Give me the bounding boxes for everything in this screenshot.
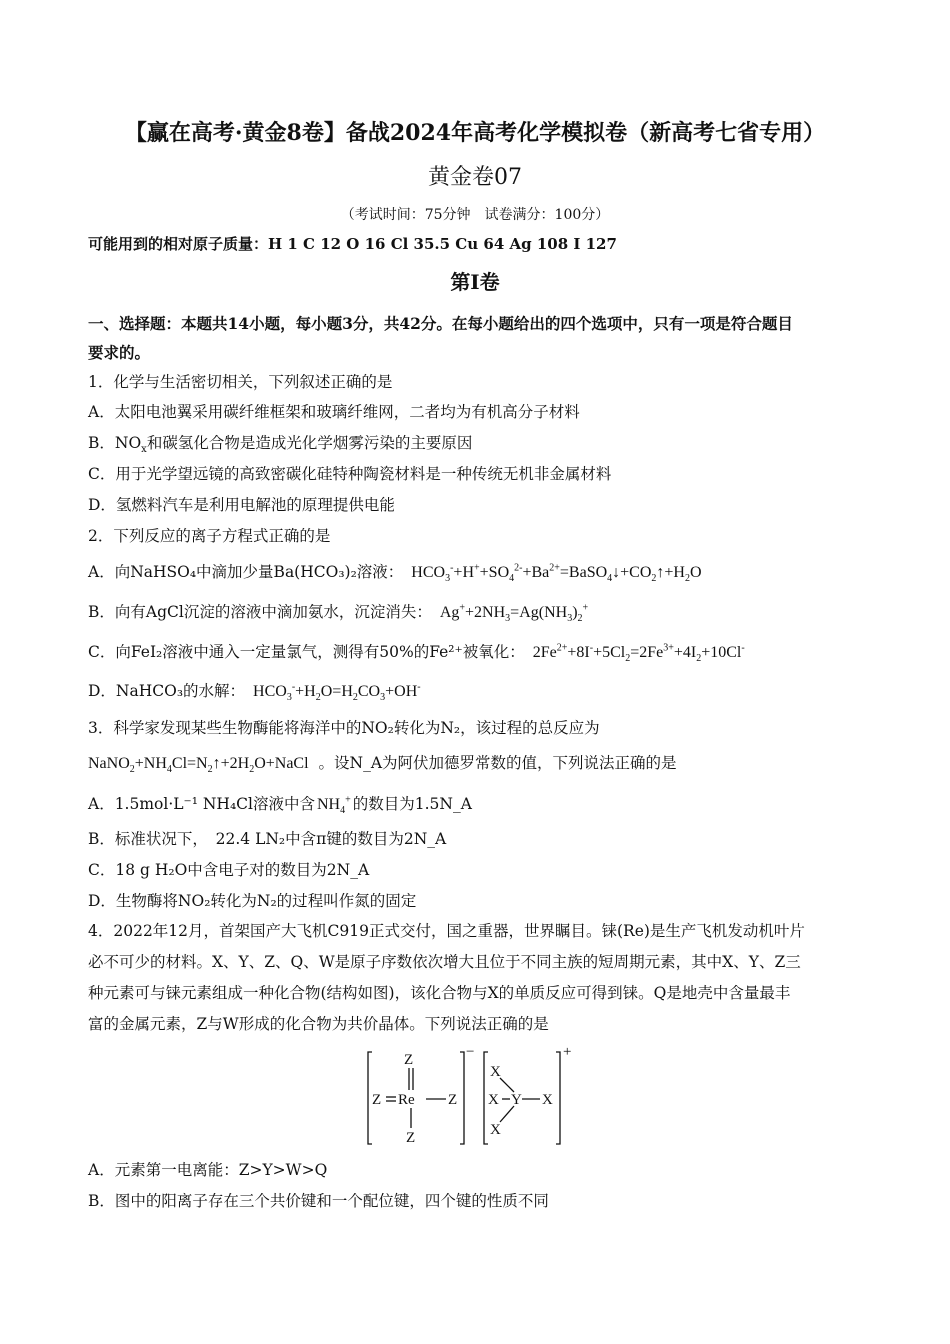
atomic-masses: 可能用到的相对原子质量：H 1 C 12 O 16 Cl 35.5 Cu 64 Ag 108 I 127 bbox=[88, 235, 617, 253]
anion-re: Re bbox=[398, 1092, 415, 1108]
q1-option-d: D．氢燃料汽车是利用电解池的原理提供电能 bbox=[88, 496, 395, 514]
q2-option-b bbox=[88, 601, 588, 624]
q4-line-2: 必不可少的材料。X、Y、Z、Q、W是原子序数依次增大且位于不同主族的短周期元素，其中X、Y、Z三 bbox=[88, 953, 801, 971]
q1-b-post: 和碳氢化合物是造成光化学烟雾污染的主要原因 bbox=[146, 434, 473, 452]
q2-option-c bbox=[88, 641, 745, 664]
q2-option-a bbox=[88, 561, 702, 584]
volume-heading: 第Ⅰ卷 bbox=[450, 270, 500, 294]
section-instruction-2: 要求的。 bbox=[88, 343, 151, 362]
cation-x-left: X bbox=[488, 1092, 499, 1108]
exam-title: 【赢在高考·黄金8卷】备战2024年高考化学模拟卷（新高考七省专用） bbox=[124, 120, 826, 146]
q2-a-equation: $HCO_3^-+H^++SO_4^{2-}+Ba^{2+}=BaSO_4↓+CO_2↑+H_2O$ bbox=[411, 562, 702, 585]
q3-stem-2 bbox=[88, 752, 677, 775]
anion-z-bottom: Z bbox=[406, 1130, 416, 1146]
q1-b-pre: B．NO bbox=[88, 434, 142, 452]
q2-b-text: B．向有AgCl沉淀的溶液中滴加氨水，沉淀消失： bbox=[88, 603, 432, 621]
q4-line-4: 富的金属元素，Z与W形成的化合物为共价晶体。下列说法正确的是 bbox=[88, 1015, 549, 1033]
q4-option-b: B．图中的阳离子存在三个共价键和一个配位键，四个键的性质不同 bbox=[88, 1192, 549, 1210]
anion-z-left: Z bbox=[372, 1092, 382, 1108]
q2-option-d bbox=[88, 680, 421, 703]
q1-option-b bbox=[88, 432, 472, 454]
q3-a-pre: A．1.5mol·L⁻¹ NH₄Cl溶液中含 bbox=[88, 795, 315, 813]
q3-a-post: 的数目为1.5N_A bbox=[352, 795, 472, 813]
q2-c-text: C．向FeI₂溶液中通入一定量氯气，测得有50%的Fe²⁺被氧化： bbox=[88, 643, 525, 661]
anion-z-right: Z bbox=[448, 1092, 458, 1108]
q2-d-equation: $HCO_3^-+H_2O=H_2CO_3+OH^-$ bbox=[253, 681, 421, 704]
compound-structure-diagram bbox=[360, 1042, 590, 1152]
cation-y: Y bbox=[511, 1092, 522, 1108]
anion-charge: − bbox=[466, 1044, 475, 1060]
cation-x-right: X bbox=[542, 1092, 553, 1108]
cation-x-bottom: X bbox=[490, 1122, 501, 1138]
exam-info: （考试时间：75分钟 试卷满分：100分） bbox=[340, 207, 610, 223]
q1-b-sub: x bbox=[141, 444, 147, 456]
section-instruction-1: 一、选择题：本题共14小题，每小题3分，共42分。在每小题给出的四个选项中，只有一项是符合题目 bbox=[88, 314, 793, 333]
q3-stem: 3．科学家发现某些生物酶能将海洋中的NO₂转化为N₂，该过程的总反应为 bbox=[88, 719, 600, 737]
q2-c-equation: $2Fe^{2+}+8I^-+5Cl_2=2Fe^{3+}+4I_2+10Cl^-$ bbox=[532, 642, 745, 665]
q2-b-equation: $Ag^++2NH_3=Ag(NH_3)_2^+$ bbox=[439, 602, 589, 625]
q3-option-a bbox=[88, 793, 472, 816]
cation-x-top: X bbox=[490, 1064, 501, 1080]
anion-z-top: Z bbox=[404, 1052, 414, 1068]
q3-option-c: C．18 g H₂O中含电子对的数目为2N_A bbox=[88, 861, 370, 879]
q2-stem: 2．下列反应的离子方程式正确的是 bbox=[88, 527, 331, 545]
q3-a-ion: $NH_4^+$ bbox=[316, 794, 351, 817]
q2-d-text: D．NaHCO₃的水解： bbox=[88, 682, 246, 700]
q3-stem-2-text: 。设N_A为阿伏加德罗常数的值，下列说法正确的是 bbox=[318, 754, 677, 772]
q1-option-a: A．太阳电池翼采用碳纤维框架和玻璃纤维网，二者均为有机高分子材料 bbox=[88, 403, 580, 421]
q1-option-c: C．用于光学望远镜的高致密碳化硅特种陶瓷材料是一种传统无机非金属材料 bbox=[88, 465, 612, 483]
q3-equation: $NaNO_2+NH_4Cl=N_2↑+2H_2O+NaCl$ bbox=[88, 755, 309, 776]
q3-option-d: D．生物酶将NO₂转化为N₂的过程叫作氮的固定 bbox=[88, 892, 417, 910]
q1-stem: 1．化学与生活密切相关，下列叙述正确的是 bbox=[88, 373, 393, 391]
q4-line-1: 4．2022年12月，首架国产大飞机C919正式交付，国之重器，世界瞩目。铼(Re)是生产飞机发动机叶片 bbox=[88, 922, 805, 940]
exam-subtitle: 黄金卷07 bbox=[428, 165, 522, 190]
cation-charge: + bbox=[563, 1044, 572, 1060]
q2-a-text: A．向NaHSO₄中滴加少量Ba(HCO₃)₂溶液： bbox=[88, 563, 404, 581]
q3-option-b: B．标准状况下， 22.4 LN₂中含π键的数目为2N_A bbox=[88, 830, 447, 848]
q4-line-3: 种元素可与铼元素组成一种化合物(结构如图)，该化合物与X的单质反应可得到铼。Q是地壳中含量最丰 bbox=[88, 984, 791, 1002]
q4-option-a: A．元素第一电离能：Z>Y>W>Q bbox=[88, 1161, 328, 1179]
